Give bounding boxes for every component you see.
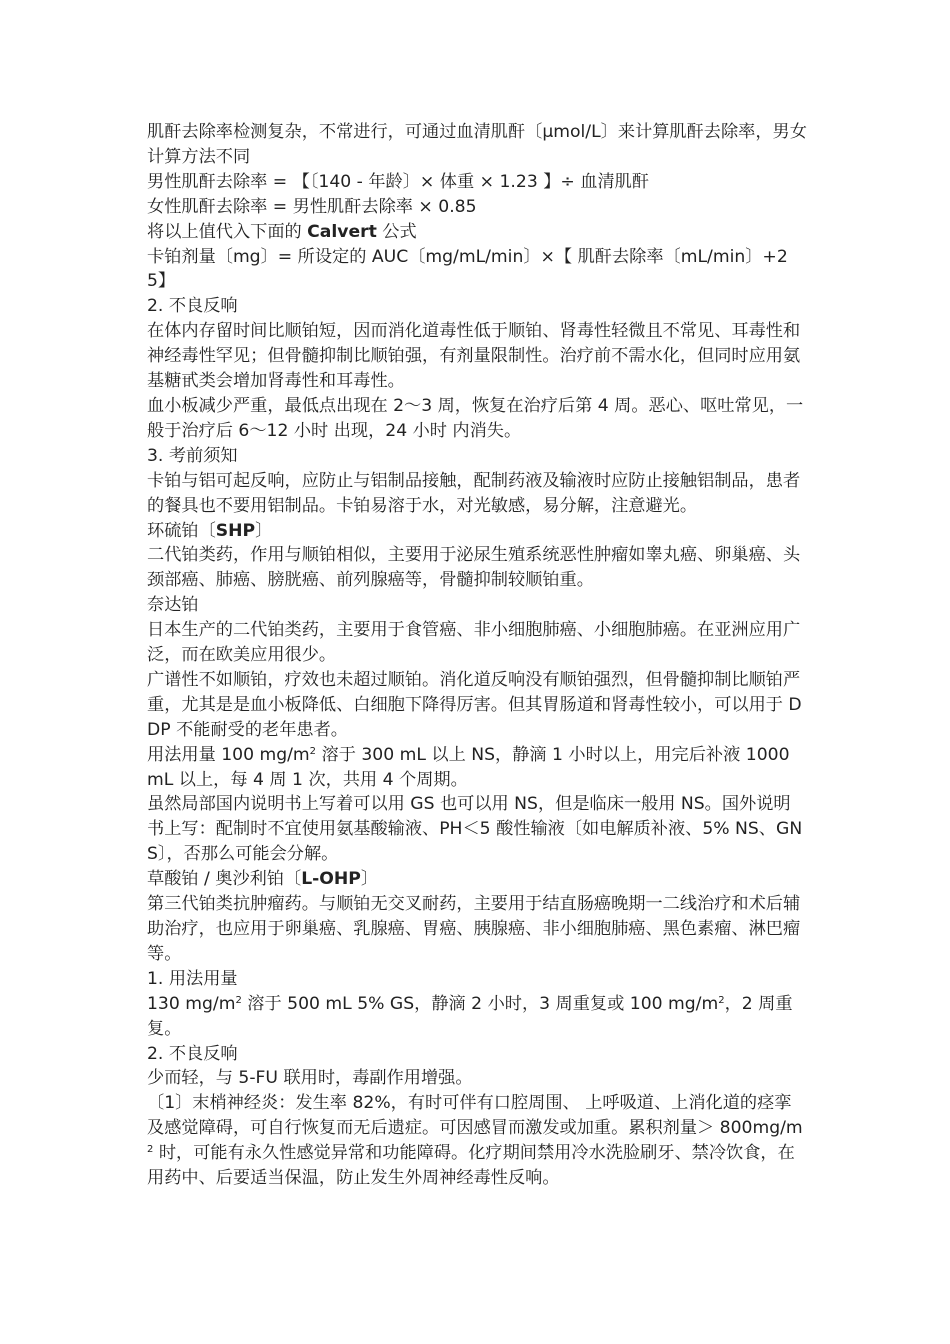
paragraph: 少而轻，与 5-FU 联用时，毒副作用增强。	[147, 1068, 473, 1089]
drug-heading-nedaplatin: 奈达铂	[147, 595, 199, 616]
calvert-intro: 将以上值代入下面的 Calvert 公式	[147, 221, 417, 242]
paragraph: 在体内存留时间比顺铂短，因而消化道毒性低于顺铂、肾毒性轻微且不常见、耳毒性和神经毒性罕见；但骨髓抑制比顺铂强，有剂量限制性。治疗前不需水化，但同时应用氨基糖甙类会增加肾毒性和耳毒性。	[147, 321, 801, 392]
paragraph: 虽然局部国内说明书上写着可以用 GS 也可以用 NS，但是临床一般用 NS。国外说明书上写：配制时不宜使用氨基酸输液、PH＜5 酸性输液〔如电解质补液、5% NS、GNS〕，否那么可能会分解。	[147, 794, 803, 865]
calvert-term: Calvert	[307, 221, 377, 242]
paragraph: 二代铂类药，作用与顺铂相似，主要用于泌尿生殖系统恶性肿瘤如睾丸癌、卵巢癌、头颈部癌、肺癌、膀胱癌、前列腺癌等，骨髓抑制较顺铂重。	[147, 545, 801, 591]
section-heading: 3. 考前须知	[147, 445, 238, 466]
section-heading: 2. 不良反响	[147, 1043, 238, 1064]
paragraph: 卡铂与铝可起反响，应防止与铝制品接触，配制药液及输液时应防止接触铝制品，患者的餐具也不要用铝制品。卡铂易溶于水，对光敏感，易分解，注意避光。	[147, 470, 801, 516]
paragraph: 肌酐去除率检测复杂，不常进行，可通过血清肌酐〔μmol/L〕来计算肌酐去除率，男女计算方法不同	[147, 122, 807, 167]
female-formula: 女性肌酐去除率 = 男性肌酐去除率 × 0.85	[147, 196, 477, 217]
document-body	[147, 120, 807, 1191]
section-heading: 1. 用法用量	[147, 968, 238, 989]
paragraph: 血小板减少严重，最低点出现在 2～3 周，恢复在治疗后第 4 周。恶心、呕吐常见，一般于治疗后 6～12 小时 出现，24 小时 内消失。	[147, 395, 804, 441]
neuropathy-paragraph: 〔1〕末梢神经炎：发生率 82%，有时可伴有口腔周围、 上呼吸道、上消化道的痉挛及感觉障碍，可自行恢复而无后遗症。可因感冒而激发或加重。累积剂量＞ $800mg/m^2$ 时，可能有永久性感觉异常和功能障碍。化疗期间禁用冷水洗脸刷牙、禁冷饮食，在用药中、后要适当保温，防止发生外周神经毒性反响。	[147, 1093, 803, 1189]
dose-formula: 卡铂剂量〔mg〕= 所设定的 AUC〔mg/mL/min〕×【 肌酐去除率〔mL/min〕+25】	[147, 246, 788, 292]
dosage-paragraph: 用法用量 100 $mg/m^2$ 溶于 300 mL 以上 NS，静滴 1 小时以上，用完后补液 1000 mL 以上，每 4 周 1 次，共用 4 个周期。	[147, 744, 795, 790]
male-formula: 男性肌酐去除率 = 【〔140 - 年龄〕× 体重 × 1.23 】÷ 血清肌酐	[147, 171, 650, 192]
paragraph: 第三代铂类抗肿瘤药。与顺铂无交叉耐药，主要用于结直肠癌晚期一二线治疗和术后辅助治疗，也应用于卵巢癌、乳腺癌、胃癌、胰腺癌、非小细胞肺癌、黑色素瘤、淋巴瘤等。	[147, 894, 801, 964]
paragraph: 广谱性不如顺铂，疗效也未超过顺铂。消化道反响没有顺铂强烈，但骨髓抑制比顺铂严重，尤其是是血小板降低、白细胞下降得厉害。但其胃肠道和肾毒性较小，可以用于 DDP 不能耐受的老年患者。	[147, 669, 802, 740]
drug-heading-shp: 环硫铂〔SHP〕	[147, 520, 273, 541]
dosage-paragraph: 130 $mg/m^2$ 溶于 500 mL 5% GS，静滴 2 小时，3 周重复或 100 $mg/m^2$，2 周重复。	[147, 993, 793, 1039]
paragraph: 日本生产的二代铂类药，主要用于食管癌、非小细胞肺癌、小细胞肺癌。在亚洲应用广泛，而在欧美应用很少。	[147, 620, 801, 666]
section-heading: 2. 不良反响	[147, 296, 238, 317]
drug-heading-oxaliplatin: 草酸铂 / 奥沙利铂〔L-OHP〕	[147, 869, 379, 890]
